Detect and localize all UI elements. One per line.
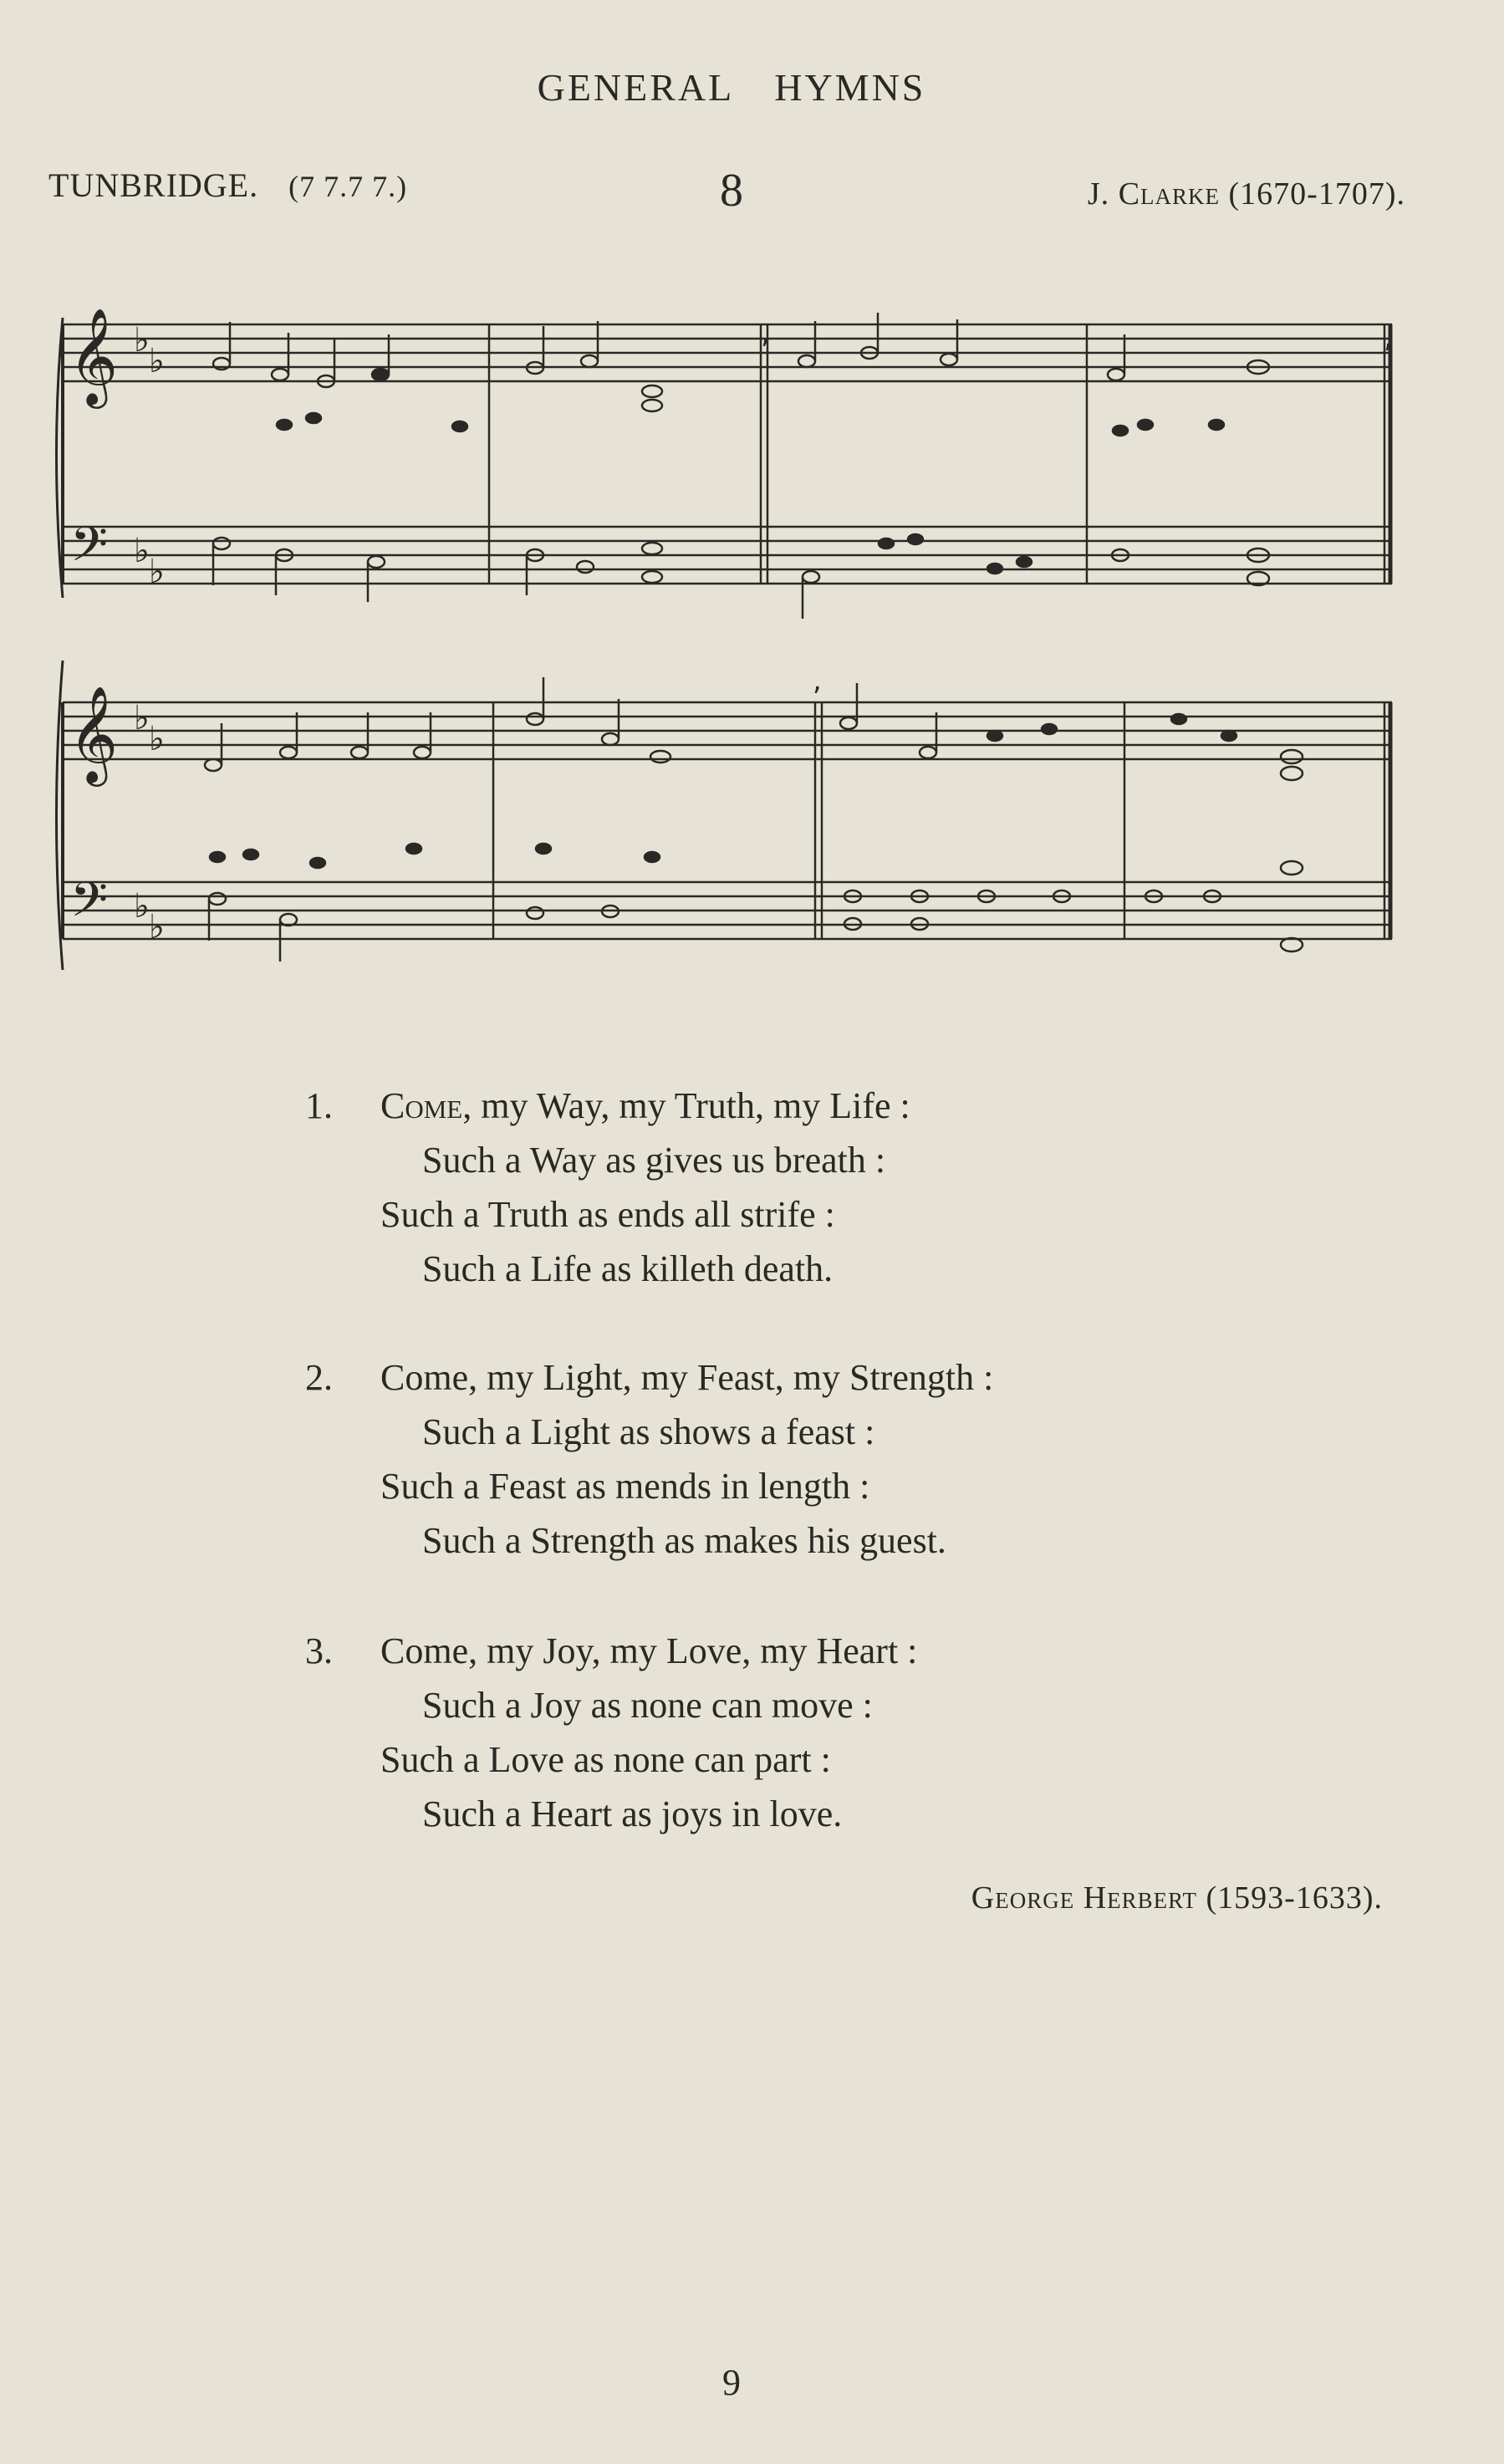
flat-icon: ♭ (149, 342, 165, 380)
line-text: , my Light, my Feast, my Strength : (468, 1357, 994, 1398)
flat-icon: ♭ (149, 908, 165, 946)
treble-staff-2 (63, 702, 1392, 759)
treble-clef-icon: 𝄞 (69, 307, 119, 405)
verse-line: Such a Life as killeth death. (422, 1248, 834, 1289)
composer-dates: (1670-1707). (1228, 176, 1405, 212)
line-text: , my Way, my Truth, my Life : (462, 1085, 910, 1126)
line-text: , my Joy, my Love, my Heart : (468, 1630, 918, 1671)
breath-mark-icon: , (813, 664, 822, 697)
breath-mark-icon: , (761, 317, 770, 350)
treble-staff-1 (63, 324, 1392, 381)
page-number: 9 (722, 2362, 741, 2403)
verse-line: Such a Light as shows a feast : (422, 1411, 875, 1452)
notes-treble-2 (205, 677, 1303, 780)
verse-line (305, 1624, 917, 1678)
verse-number: 3. (305, 1630, 333, 1671)
verse-1 (305, 1079, 910, 1296)
verse-line (305, 1350, 993, 1405)
system-1 (57, 318, 1393, 598)
verse-line: Such a Love as none can part : (380, 1739, 831, 1780)
music-score (0, 301, 1504, 987)
verse-3 (305, 1624, 917, 1841)
verse-line: Such a Joy as none can move : (422, 1685, 873, 1726)
bass-staff-1 (63, 527, 1392, 584)
notes-bass-2 (209, 844, 1303, 962)
verse-2 (305, 1350, 993, 1568)
verse-line: Such a Truth as ends all strife : (380, 1194, 835, 1235)
treble-clef-icon: 𝄞 (69, 685, 119, 783)
header-word-general: GENERAL (537, 66, 735, 109)
flat-icon: ♭ (134, 887, 150, 926)
composer-name: Clarke (1118, 176, 1221, 212)
author-name: George Herbert (971, 1880, 1198, 1916)
flat-icon: ♭ (134, 321, 150, 360)
verse-number: 1. (305, 1085, 333, 1126)
verse-line: Such a Heart as joys in love. (422, 1793, 843, 1834)
hymn-number: 8 (720, 165, 743, 217)
composer-initial: J. (1087, 176, 1110, 212)
first-word: Come (380, 1630, 469, 1671)
composer-credit (1088, 176, 1405, 212)
flat-icon: ♭ (149, 553, 165, 591)
flat-icon: ♭ (134, 699, 150, 737)
bass-clef-icon: 𝄢 (70, 516, 109, 584)
flat-icon: ♭ (149, 720, 165, 758)
bass-staff-2 (63, 882, 1392, 939)
verse-number: 2. (305, 1357, 333, 1398)
header-word-hymns: HYMNS (774, 66, 926, 109)
verse-line (305, 1079, 910, 1133)
verse-line: Such a Way as gives us breath : (422, 1140, 886, 1181)
system-2 (57, 661, 1393, 970)
verse-line: Such a Feast as mends in length : (380, 1466, 870, 1507)
bass-clef-icon: 𝄢 (70, 871, 109, 940)
notes-bass-1 (213, 534, 1269, 619)
author-dates: (1593-1633). (1206, 1880, 1383, 1916)
verse-line: Such a Strength as makes his guest. (422, 1520, 946, 1561)
breath-mark-icon: , (1384, 321, 1393, 355)
first-word: Come (380, 1085, 463, 1126)
flat-icon: ♭ (134, 532, 150, 570)
tune-title: TUNBRIDGE. (48, 166, 259, 204)
first-word: Come (380, 1357, 469, 1398)
notes-treble-1 (213, 313, 1269, 436)
tune-meter: (7 7.7 7.) (288, 170, 408, 203)
author-credit (971, 1880, 1383, 1916)
page-header (0, 65, 1463, 110)
